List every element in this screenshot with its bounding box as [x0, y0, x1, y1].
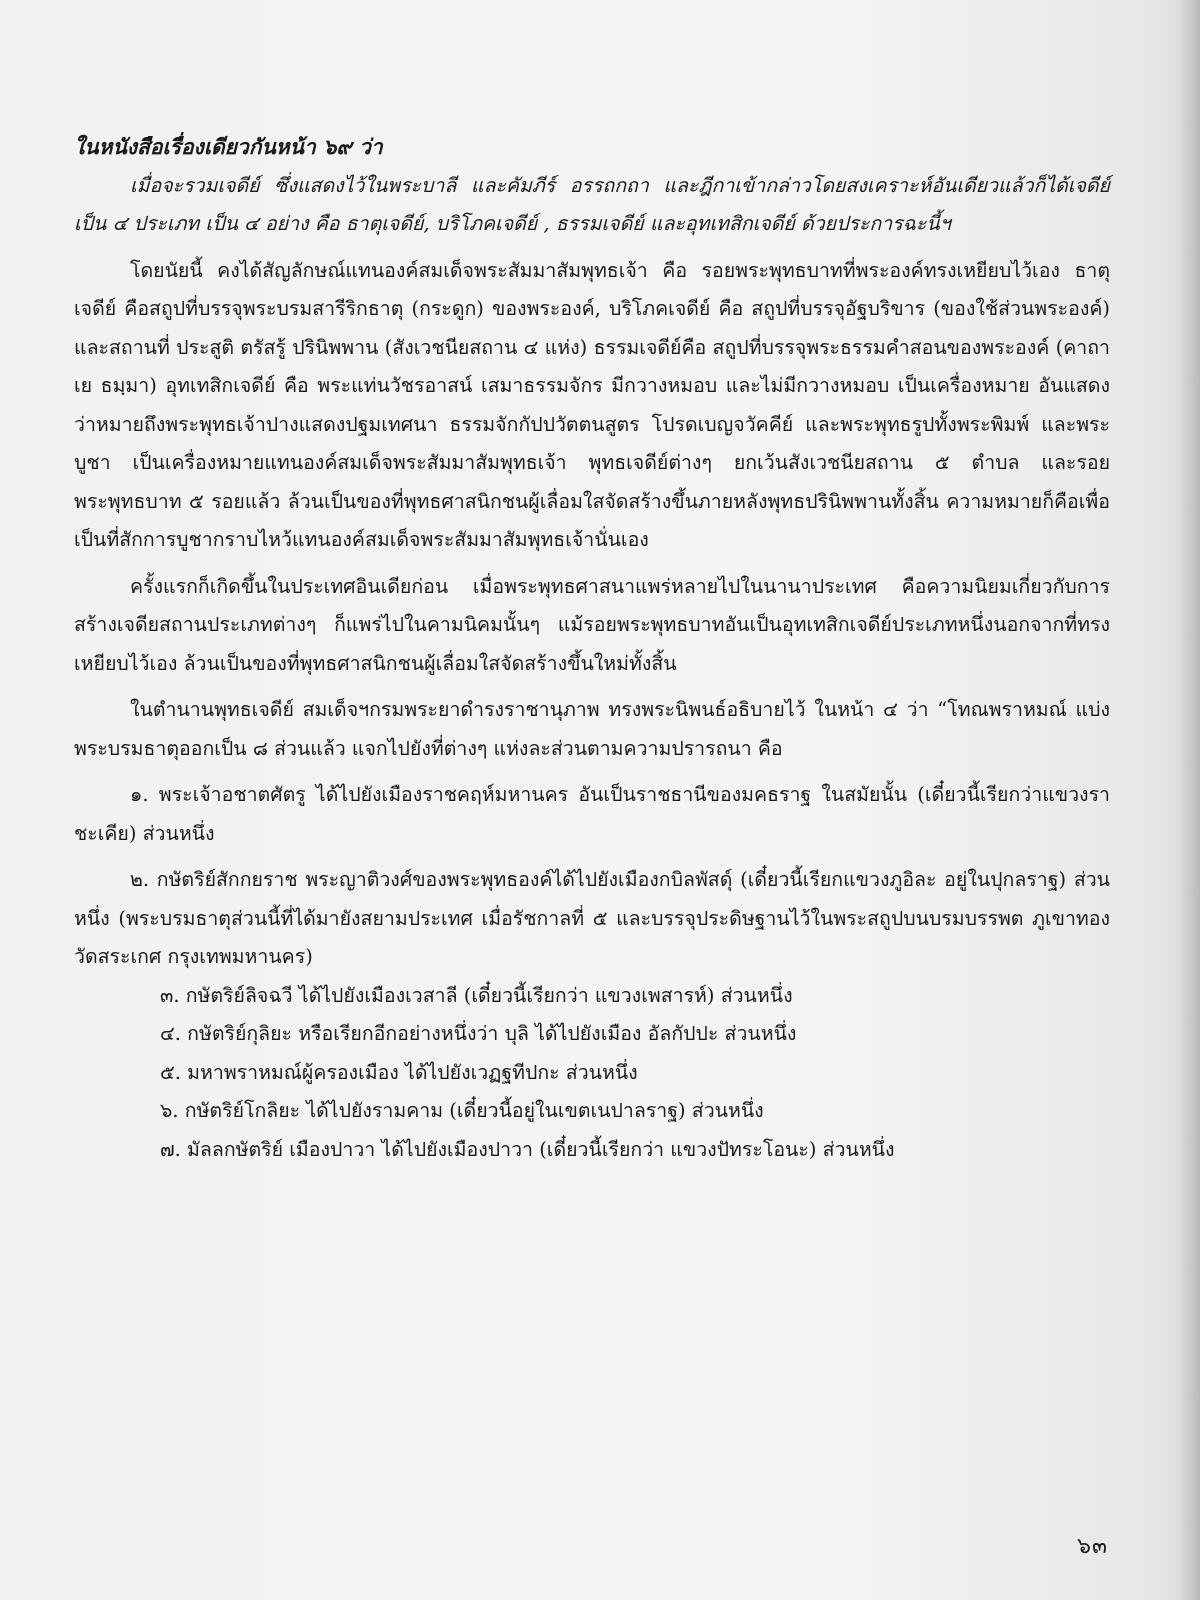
page-number: ๖๓ — [1076, 1534, 1108, 1559]
page-body — [74, 128, 1110, 1169]
list-item: ๓. กษัตริย์ลิจฉวี ได้ไปยังเมืองเวสาลี (เดี๋ยวนี้เรียกว่า แขวงเพสารห์) ส่วนหนึ่ง — [160, 983, 793, 1007]
paragraph-spread: ครั้งแรกก็เกิดขึ้นในประเทศอินเดียก่อน เมื่อพระพุทธศาสนาแพร่หลายไปในนานาประเทศ คือความนิยมเกี่ยวกับการสร้างเจดียสถานประเภทต่างๆ ก็แพร่ไปในคามนิคมนั้นๆ แม้รอยพระพุทธบาทอันเป็นอุทเทสิกเจดีย์ประเภทหนึ่งนอกจากที่ทรงเหยียบไว้เอง ล้วนเป็นของที่พุทธศาสนิกชนผู้เลื่อมใสจัดสร้างขึ้นใหม่ทั้งสิ้น — [74, 574, 1110, 675]
list-item: ๒. กษัตริย์สักกยราช พระญาติวงศ์ของพระพุทธองค์ได้ไปยังเมืองกบิลพัสดุ์ (เดี๋ยวนี้เรียกแขวงภูอิละ อยู่ในปุกลราฐ) ส่วนหนึ่ง (พระบรมธาตุส่วนนี้ที่ได้มายังสยามประเทศ เมื่อรัชกาลที่ ๕ และบรรจุประดิษฐานไว้ในพระสถูปบนบรมบรรพต ภูเขาทอง วัดสระเกศ กรุงเทพมหานคร) — [74, 868, 1110, 968]
list-item: ๑. พระเจ้าอชาตศัตรู ได้ไปยังเมืองราชคฤห์มหานคร อันเป็นราชธานีของมคธราฐ ในสมัยนั้น (เดี๋ยวนี้เรียกว่าแขวงราชะเคีย) ส่วนหนึ่ง — [74, 783, 1110, 845]
paragraph-relics-intro: ในตำนานพุทธเจดีย์ สมเด็จฯกรมพระยาดำรงราชานุภาพ ทรงพระนิพนธ์อธิบายไว้ ในหน้า ๔ ว่า “โทณพราหมณ์ แบ่งพระบรมธาตุออกเป็น ๘ ส่วนแล้ว แจกไปยังที่ต่างๆ แห่งละส่วนตามความปรารถนา คือ — [74, 698, 1110, 760]
paragraph-symbols: โดยนัยนี้ คงได้สัญลักษณ์แทนองค์สมเด็จพระสัมมาสัมพุทธเจ้า คือ รอยพระพุทธบาทที่พระองค์ทรงเหยียบไว้เอง ธาตุเจดีย์ คือสถูปที่บรรจุพระบรมสารีริกธาตุ (กระดูก) ของพระองค์, บริโภคเจดีย์ คือ สถูปที่บรรจุอัฐบริขาร (ของใช้ส่วนพระองค์) และสถานที่ ประสูติ ตรัสรู้ ปรินิพพาน (สังเวชนียสถาน ๔ แห่ง) ธรรมเจดีย์คือ สถูปที่บรรจุพระธรรมคำสอนของพระองค์ (คาถา เย ธมฺมา) อุทเทสิกเจดีย์ คือ พระแท่นวัชรอาสน์ เสมาธรรมจักร มีกวางหมอบ และไม่มีกวางหมอบ เป็นเครื่องหมาย อันแสดงว่าหมายถึงพระพุทธเจ้าปางแสดงปฐมเทศนา ธรรมจักกัปปวัตตนสูตร โปรดเบญจวัคคีย์ และพระพุทธรูปทั้งพระพิมพ์ และพระบูชา เป็นเครื่องหมายแทนองค์สมเด็จพระสัมมาสัมพุทธเจ้า พุทธเจดีย์ต่างๆ ยกเว้นสังเวชนียสถาน ๕ ตำบล และรอยพระพุทธบาท ๕ รอยแล้ว ล้วนเป็นของที่พุทธศาสนิกชนผู้เลื่อมใสจัดสร้างขึ้นภายหลังพุทธปรินิพพานทั้งสิ้น ความหมายก็คือเพื่อเป็นที่สักการบูชากราบไหว้แทนองค์สมเด็จพระสัมมาสัมพุทธเจ้านั่นเอง — [74, 258, 1110, 551]
list-item: ๔. กษัตริย์กุลิยะ หรือเรียกอีกอย่างหนึ่งว่า บุลิ ได้ไปยังเมือง อัลกัปปะ ส่วนหนึ่ง — [160, 1022, 797, 1045]
list-item: ๕. มหาพราหมณ์ผู้ครองเมือง ได้ไปยังเวฏฐทีปกะ ส่วนหนึ่ง — [160, 1060, 638, 1084]
book-spine-shadow — [1178, 0, 1200, 1600]
list-item: ๗. มัลลกษัตริย์ เมืองปาวา ได้ไปยังเมืองปาวา (เดี๋ยวนี้เรียกว่า แขวงปัทระโอนะ) ส่วนหนึ่ง — [160, 1137, 895, 1161]
section-heading: ในหนังสือเรื่องเดียวกันหน้า ๖๙ ว่า — [74, 134, 383, 159]
quoted-paragraph: เมื่อจะรวมเจดีย์ ซึ่งแสดงไว้ในพระบาลี และคัมภีร์ อรรถกถา และฎีกาเข้ากล่าวโดยสงเคราะห์อันเดียวแล้วก็ได้เจดีย์ เป็น ๔ ประเภท เป็น ๔ อย่าง คือ ธาตุเจดีย์, บริโภคเจดีย์ , ธรรมเจดีย์ และอุทเทสิกเจดีย์ ด้วยประการฉะนี้ฯ — [74, 173, 1110, 235]
list-item: ๖. กษัตริย์โกลิยะ ได้ไปยังรามคาม (เดี๋ยวนี้อยู่ในเขตเนปาลราฐ) ส่วนหนึ่ง — [160, 1099, 764, 1122]
